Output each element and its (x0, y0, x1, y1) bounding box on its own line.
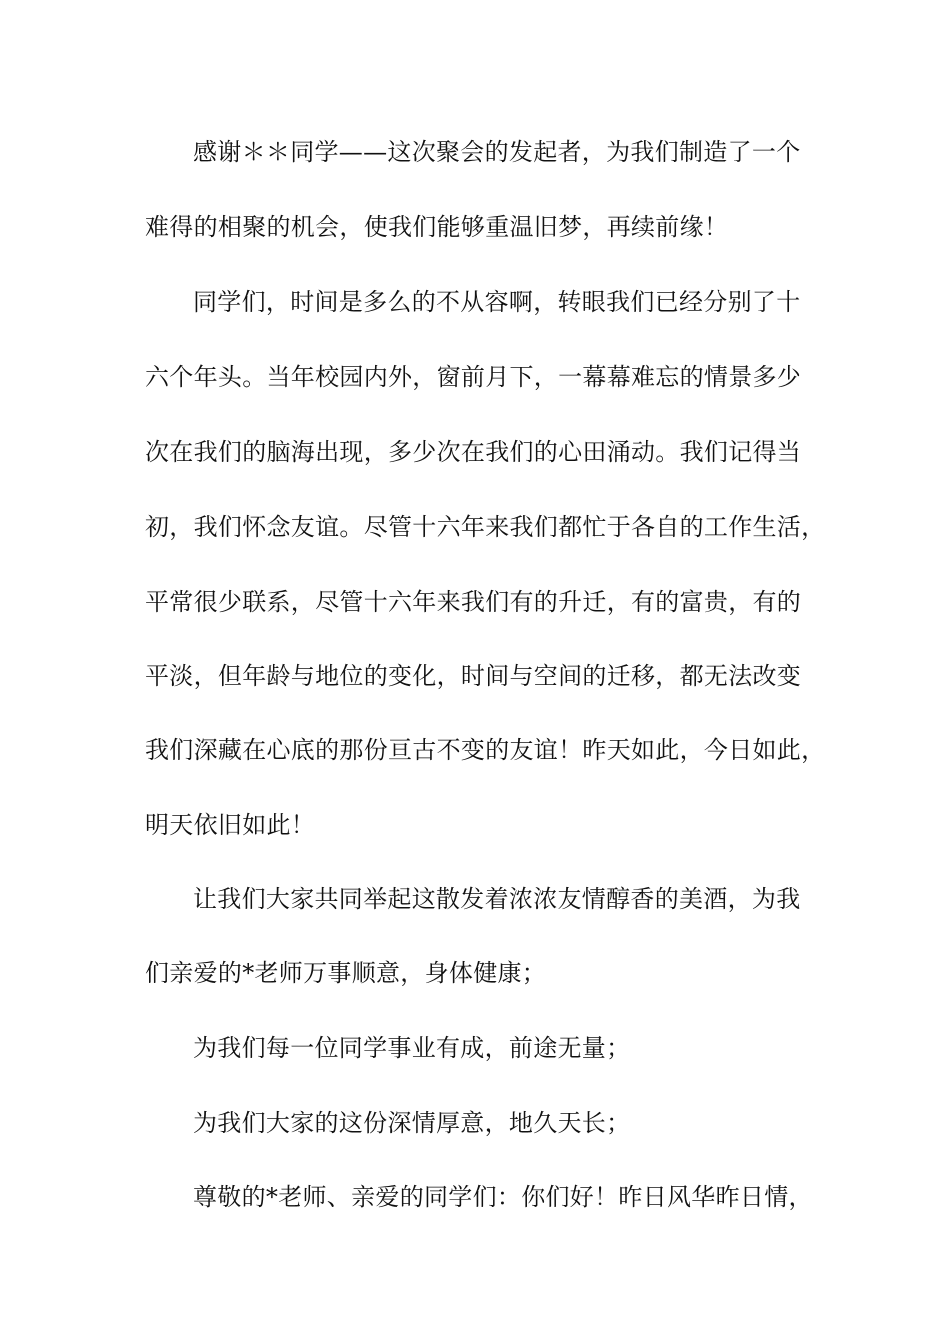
paragraph-line: 次在我们的脑海出现，多少次在我们的心田涌动。我们记得当 (145, 438, 802, 466)
paragraph-line: 让我们大家共同举起这散发着浓浓友情醇香的美酒，为我 (193, 885, 801, 913)
paragraph-line: 为我们每一位同学事业有成，前途无量； (193, 1034, 631, 1062)
paragraph-line: 我们深藏在心底的那份亘古不变的友谊！昨天如此，今日如此， (145, 736, 826, 764)
paragraph-line: 难得的相聚的机会，使我们能够重温旧梦，再续前缘！ (145, 213, 729, 241)
paragraph-line: 六个年头。当年校园内外，窗前月下，一幕幕难忘的情景多少 (145, 363, 802, 391)
paragraph-line: 明天依旧如此！ (145, 811, 316, 839)
paragraph-line: 同学们，时间是多么的不从容啊，转眼我们已经分别了十 (193, 288, 801, 316)
paragraph-line: 平淡，但年龄与地位的变化，时间与空间的迁移，都无法改变 (145, 662, 802, 690)
paragraph-line: 为我们大家的这份深情厚意，地久天长； (193, 1109, 631, 1137)
paragraph-line: 们亲爱的*老师万事顺意，身体健康； (145, 959, 547, 987)
paragraph-line: 尊敬的*老师、亲爱的同学们：你们好！昨日风华昨日情， (193, 1183, 813, 1211)
paragraph-line: 初，我们怀念友谊。尽管十六年来我们都忙于各自的工作生活， (145, 513, 826, 541)
paragraph-line: 平常很少联系，尽管十六年来我们有的升迁，有的富贵，有的 (145, 588, 802, 616)
paragraph-line: 感谢＊＊同学——这次聚会的发起者，为我们制造了一个 (193, 138, 801, 166)
